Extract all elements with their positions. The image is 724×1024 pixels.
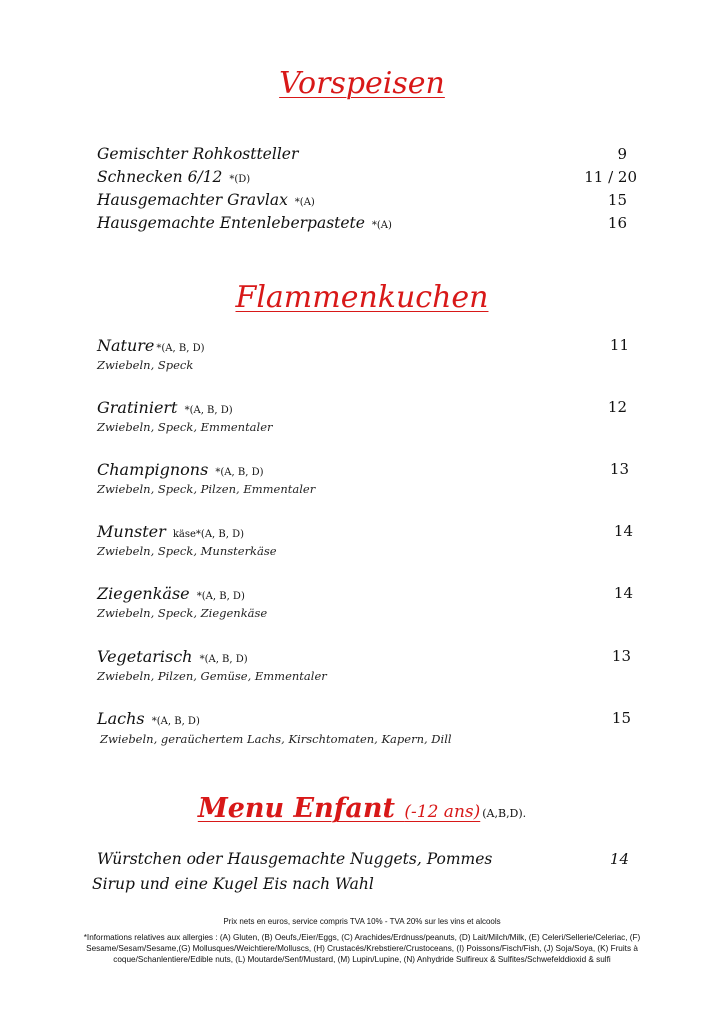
item-name: Lachs *(A, B, D) [97,709,200,728]
footer [80,916,644,965]
item-description: Zwiebeln, Speck, Ziegenkäse [97,606,268,620]
section-title-flammenkuchen: Flammenkuchen [235,280,489,315]
item-name: Vegetarisch *(A, B, D) [97,647,248,666]
menu-enfant-allergens: (A,B,D). [482,807,527,820]
menu-item-enfant-line2 [92,875,632,897]
item-price: 13 [611,647,631,665]
item-price: 13 [609,460,629,478]
item-price: 14 [613,522,633,540]
item-price: 11 / 20 [584,168,637,186]
section-title-menu-enfant [0,793,724,824]
section-title-vorspeisen: Vorspeisen [279,66,445,101]
menu-item [97,145,637,167]
item-price: 9 [617,145,627,163]
item-name: Würstchen oder Hausgemachte Nuggets, Pommes [97,850,493,868]
item-description: Zwiebeln, Speck, Pilzen, Emmentaler [97,482,316,496]
item-name: Nature *(A, B, D) [97,336,205,355]
menu-item [97,191,637,213]
menu-item [97,398,637,420]
item-price: 14 [613,584,633,602]
item-price: 15 [611,709,631,727]
item-description: Zwiebeln, Speck, Emmentaler [97,420,273,434]
item-price: 15 [607,191,627,209]
item-price: 14 [609,850,629,868]
item-description: Zwiebeln, Pilzen, Gemüse, Emmentaler [97,669,327,683]
menu-item [97,522,637,544]
menu-item [97,709,637,731]
item-name: Schnecken 6/12 *(D) [97,168,251,186]
item-name: Munster käse*(A, B, D) [97,522,245,541]
item-description: Zwiebeln, geraüchertem Lachs, Kirschtomaten, Kapern, Dill [100,732,452,746]
item-description: Zwiebeln, Speck, Munsterkäse [97,544,277,558]
menu-enfant-age: (-12 ans) [404,802,481,822]
item-price: 11 [609,336,629,354]
menu-item [97,214,637,236]
menu-item [97,460,637,482]
footer-allergy-info: *Informations relatives aux allergies : (A) Gluten, (B) Oeufs,/Eier/Eggs, (C) Arachides/Erdnuss/peanuts, (D) Lait/Milch/Milk, (E) Celeri/Sellerie/Celeriac, (F) Sesame/Sesam/Sesame,(G) Mollusques/Weichtiere/Molluscs, (H) Crustacés/Krebstiere/Crustoceans, (I) Poissons/Fisch/Fish, (J) Soja/Soya, (K) Fruits à coque/Schanlentiere/Edible nuts, (L) Moutarde/Senf/Mustard, (M) Lupin/Lupine, (N) Anhydride Sulfireux & Sulfites/Schwefelddioxid & sulfi [83,933,641,964]
item-name: Ziegenkäse *(A, B, D) [97,584,245,603]
menu-item [97,336,637,358]
item-description: Sirup und eine Kugel Eis nach Wahl [92,875,374,893]
item-description: Zwiebeln, Speck [97,358,194,372]
menu-item [97,168,637,190]
menu-item [97,584,637,606]
menu-item-enfant [97,850,637,872]
menu-enfant-title: Menu Enfant [197,793,395,824]
item-name: Hausgemachter Gravlax *(A) [97,191,315,209]
item-name: Champignons *(A, B, D) [97,460,264,479]
item-name: Gemischter Rohkostteller [97,145,299,163]
item-name: Gratiniert *(A, B, D) [97,398,233,417]
item-name: Hausgemachte Entenleberpastete *(A) [97,214,392,232]
item-price: 16 [607,214,627,232]
menu-item [97,647,637,669]
footer-tva: Prix nets en euros, service compris TVA 10% - TVA 20% sur les vins et alcools [223,917,501,926]
item-price: 12 [607,398,627,416]
